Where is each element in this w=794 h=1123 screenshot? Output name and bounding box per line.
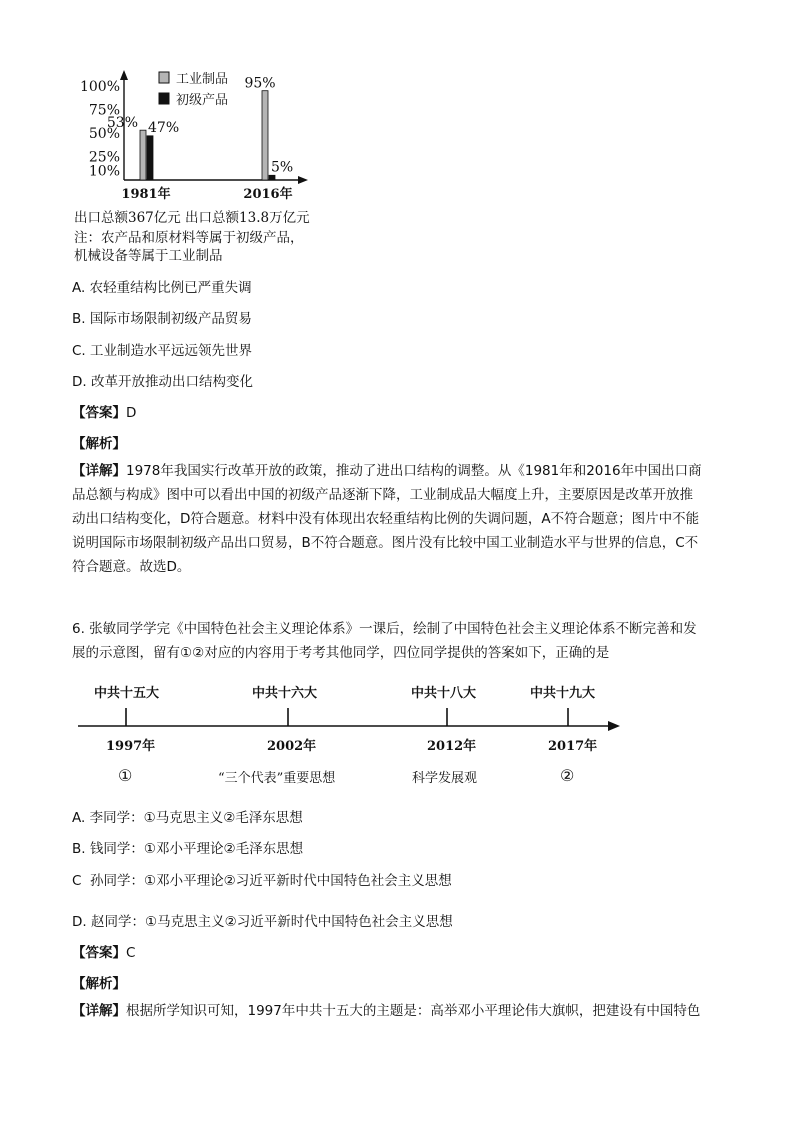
bar-primary-1981年 xyxy=(147,136,153,180)
data-label-industrial: 95% xyxy=(244,75,276,92)
export-chart xyxy=(72,68,344,264)
q5-analysis-tag: 【解析】 xyxy=(72,436,126,452)
year-2002: 2002年 xyxy=(267,739,317,754)
legend-swatch xyxy=(159,72,169,83)
event-19th: 中共十九大 xyxy=(530,686,596,701)
year-2017: 2017年 xyxy=(548,739,598,754)
y-tick-label: 75% xyxy=(88,102,120,119)
export-bar-chart xyxy=(72,68,344,208)
y-tick-label: 100% xyxy=(79,79,120,95)
y-axis-arrow xyxy=(120,70,128,80)
data-label-industrial: 53% xyxy=(106,115,138,132)
y-tick-label: 10% xyxy=(88,163,120,180)
q5-answer: 【答案】D xyxy=(72,405,137,421)
chart-caption-note: 注：农产品和原材料等属于初级产品， xyxy=(74,230,304,246)
q5-option-d: D. 改革开放推动出口结构变化 xyxy=(72,374,253,390)
x-tick-label: 1981年 xyxy=(121,187,171,202)
bar-primary-2016年 xyxy=(269,175,275,180)
q6-analysis-tag: 【解析】 xyxy=(72,976,126,992)
q6-timeline xyxy=(72,678,632,788)
legend-label: 工业制品 xyxy=(176,72,229,87)
legend-swatch xyxy=(159,93,169,104)
bar-industrial-1981年 xyxy=(140,130,146,180)
q6-detail: 【详解】根据所学知识可知，1997年中共十五大的主题是：高举邓小平理论伟大旗帜，把建设有中国特色 xyxy=(72,1003,701,1019)
scientific-outlook: 科学发展观 xyxy=(412,771,478,786)
q6-option-c: C 孙同学：①邓小平理论②习近平新时代中国特色社会主义思想 xyxy=(72,873,452,889)
chart-caption-note-2: 机械设备等属于工业制品 xyxy=(74,248,223,264)
blank-1: ① xyxy=(118,766,133,785)
q6-option-b: B. 钱同学：①邓小平理论②毛泽东思想 xyxy=(72,841,304,857)
q5-option-c: C. 工业制造水平远远领先世界 xyxy=(72,343,253,359)
event-15th: 中共十五大 xyxy=(94,686,160,701)
q5-option-b: B. 国际市场限制初级产品贸易 xyxy=(72,311,252,327)
q6-option-d: D. 赵同学：①马克思主义②习近平新时代中国特色社会主义思想 xyxy=(72,914,453,930)
y-tick-label: 25% xyxy=(88,149,120,166)
q6-stem: 6. 张敏同学学完《中国特色社会主义理论体系》一课后，绘制了中国特色社会主义理论体系不断完善和发 展的示意图，留有①②对应的内容用于考考其他同学，四位同学提供的答案如下，正确的是 xyxy=(72,621,697,661)
year-1997: 1997年 xyxy=(106,739,156,754)
legend-label: 初级产品 xyxy=(176,93,229,108)
q5-detail: 【详解】1978年我国实行改革开放的政策，推动了进出口结构的调整。从《1981年和2016年中国出口商 品总额与构成》图中可以看出中国的初级产品逐渐下降，工业制成品大幅度上升，主要原因是改革开放推 动出口结构变化，D符合题意。材料中没有体现出农轻重结构比例的失调问题，A不符合题意；图片中不能 说明国际市场限制初级产品出口贸易，B不符合题意。图片没有比较中国工业制造水平与世界的信息，C不 符合题意。故选D。 xyxy=(72,463,702,575)
bar-industrial-2016年 xyxy=(262,91,268,180)
x-axis-arrow xyxy=(298,176,308,184)
event-18th: 中共十八大 xyxy=(411,686,477,701)
q6-answer: 【答案】C xyxy=(72,945,136,961)
year-2012: 2012年 xyxy=(427,739,477,754)
three-represents: “三个代表”重要思想 xyxy=(218,771,336,786)
q6-option-a: A. 李同学：①马克思主义②毛泽东思想 xyxy=(72,810,303,826)
x-tick-label: 2016年 xyxy=(243,187,293,202)
data-label-primary: 47% xyxy=(148,119,180,136)
event-16th: 中共十六大 xyxy=(252,686,318,701)
data-label-primary: 5% xyxy=(271,159,294,176)
chart-caption-totals: 出口总额367亿元 出口总额13.8万亿元 xyxy=(74,210,310,226)
blank-2: ② xyxy=(560,766,575,785)
q5-option-a: A. 农轻重结构比例已严重失调 xyxy=(72,280,252,296)
y-tick-label: 50% xyxy=(88,126,120,142)
